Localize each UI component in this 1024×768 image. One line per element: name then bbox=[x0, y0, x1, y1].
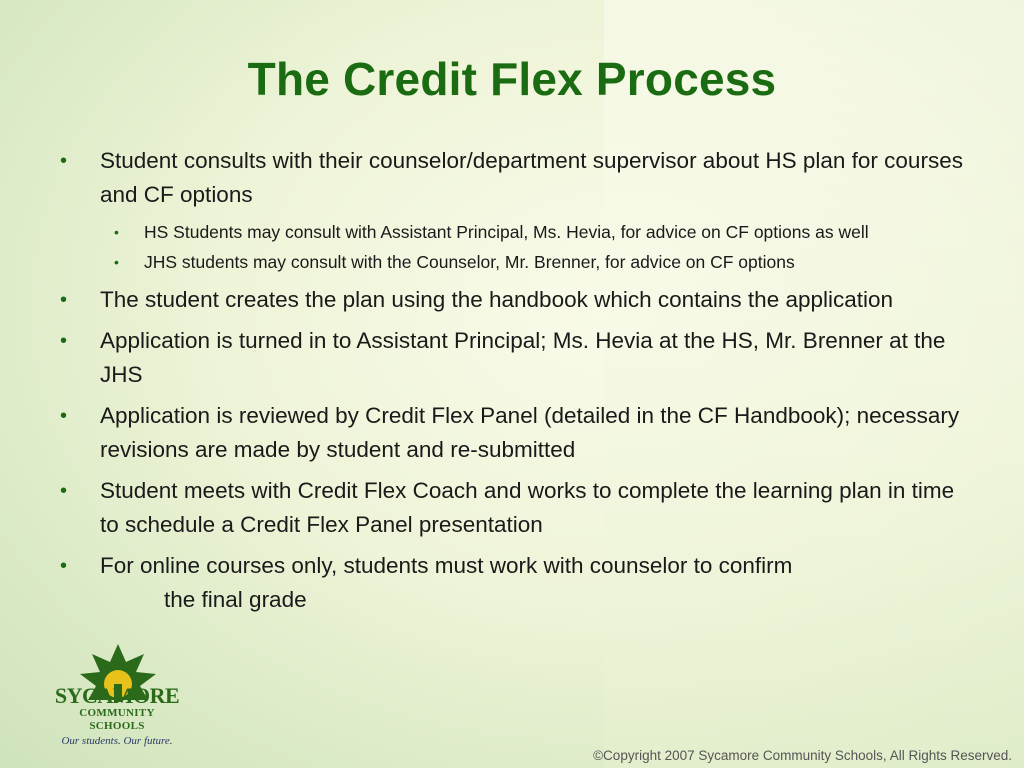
list-item bbox=[58, 399, 978, 467]
bullet-icon: • bbox=[114, 224, 119, 240]
bullet-icon: • bbox=[60, 330, 68, 352]
bullet-icon: • bbox=[60, 405, 68, 427]
list-item bbox=[58, 283, 978, 317]
list-item bbox=[58, 549, 978, 617]
list-item bbox=[58, 144, 978, 212]
bullet-icon: • bbox=[60, 150, 68, 172]
bullet-icon: • bbox=[60, 555, 68, 577]
sub-list-item bbox=[58, 219, 954, 246]
list-item-text-line1: For online courses only, students must work with counselor to confirm bbox=[100, 553, 793, 578]
list-item-text: Application is turned in to Assistant Principal; Ms. Hevia at the HS, Mr. Brenner at the JHS bbox=[100, 328, 946, 387]
bullet-list bbox=[58, 144, 978, 624]
sub-list-item bbox=[58, 249, 954, 276]
logo-name: SYCAMORE bbox=[54, 683, 180, 708]
logo-tagline: Our students. Our future. bbox=[61, 735, 173, 747]
bullet-icon: • bbox=[60, 289, 68, 311]
logo-wordmark bbox=[52, 685, 182, 748]
list-item-text: JHS students may consult with the Counselor, Mr. Brenner, for advice on CF options bbox=[144, 252, 795, 272]
list-item-text: Application is reviewed by Credit Flex Panel (detailed in the CF Handbook); necessary revisions are made by student and re-submitted bbox=[100, 403, 960, 462]
list-item-text: Student consults with their counselor/department supervisor about HS plan for courses and CF options bbox=[100, 148, 963, 207]
bullet-icon: • bbox=[60, 480, 68, 502]
copyright-footer: ©Copyright 2007 Sycamore Community Schools, All Rights Reserved. bbox=[593, 748, 1012, 763]
logo-subtitle: COMMUNITY SCHOOLS bbox=[79, 707, 155, 732]
slide-title: The Credit Flex Process bbox=[247, 53, 777, 105]
list-item-text: The student creates the plan using the handbook which contains the application bbox=[100, 287, 894, 312]
list-item bbox=[58, 474, 978, 542]
list-item-text: Student meets with Credit Flex Coach and works to complete the learning plan in time to schedule a Credit Flex Panel presentation bbox=[100, 478, 955, 537]
bullet-icon: • bbox=[114, 254, 119, 270]
list-item-text-line2: the final grade bbox=[164, 587, 307, 612]
list-item bbox=[58, 324, 978, 392]
list-item-text: HS Students may consult with Assistant Principal, Ms. Hevia, for advice on CF options as well bbox=[144, 222, 869, 242]
